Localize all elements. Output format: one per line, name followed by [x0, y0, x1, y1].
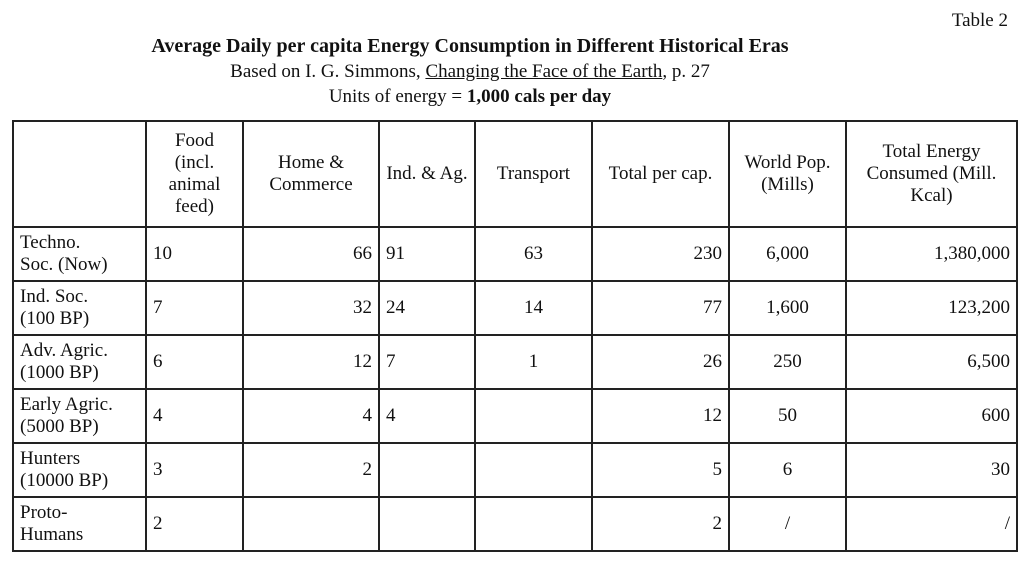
food-cell: 2: [146, 497, 243, 551]
era-line1: Proto-: [20, 502, 68, 523]
pop-cell: 250: [729, 335, 846, 389]
transport-cell: 63: [475, 227, 592, 281]
era-cell: [13, 227, 146, 281]
table-row: [13, 281, 1017, 335]
total-cell: 230: [592, 227, 729, 281]
column-header-home: Home & Commerce: [243, 121, 379, 227]
total-cell: 5: [592, 443, 729, 497]
era-line2: (10000 BP): [20, 470, 109, 491]
food-cell: 7: [146, 281, 243, 335]
column-header-total: Total per cap.: [592, 121, 729, 227]
transport-cell: [475, 443, 592, 497]
header-row: [13, 121, 1017, 227]
era-cell: [13, 281, 146, 335]
units-value: 1,000 cals per day: [466, 86, 612, 107]
era-line1: Early Agric.: [20, 394, 113, 415]
table-source: [0, 59, 940, 84]
table-row: [13, 335, 1017, 389]
energy-cell: 1,380,000: [846, 227, 1017, 281]
era-line2: (100 BP): [20, 308, 90, 329]
ind-cell: 7: [379, 335, 475, 389]
table-header: [0, 34, 940, 109]
food-cell: 6: [146, 335, 243, 389]
era-cell: [13, 389, 146, 443]
food-cell: 10: [146, 227, 243, 281]
source-book-title: Changing the Face of the Earth: [425, 61, 663, 82]
era-line2: (5000 BP): [20, 416, 99, 437]
energy-cell: /: [846, 497, 1017, 551]
pop-cell: 50: [729, 389, 846, 443]
column-header-ind: Ind. & Ag.: [379, 121, 475, 227]
pop-cell: 1,600: [729, 281, 846, 335]
total-cell: 2: [592, 497, 729, 551]
ind-cell: [379, 443, 475, 497]
transport-cell: [475, 389, 592, 443]
home-cell: 2: [243, 443, 379, 497]
units-prefix: Units of energy =: [328, 86, 467, 107]
ind-cell: [379, 497, 475, 551]
table-row: [13, 227, 1017, 281]
era-line2: (1000 BP): [20, 362, 99, 383]
energy-table: [12, 120, 1018, 552]
food-cell: 3: [146, 443, 243, 497]
home-cell: 12: [243, 335, 379, 389]
pop-cell: 6: [729, 443, 846, 497]
table-title: Average Daily per capita Energy Consumption in Different Historical Eras: [151, 35, 789, 57]
era-line2: Soc. (Now): [20, 254, 108, 275]
energy-cell: 30: [846, 443, 1017, 497]
transport-cell: [475, 497, 592, 551]
column-header-era: [13, 121, 146, 227]
era-cell: [13, 335, 146, 389]
food-cell: 4: [146, 389, 243, 443]
total-cell: 26: [592, 335, 729, 389]
home-cell: 32: [243, 281, 379, 335]
source-suffix: , p. 27: [662, 61, 710, 82]
column-header-pop: World Pop. (Mills): [729, 121, 846, 227]
era-line1: Techno.: [20, 232, 81, 253]
ind-cell: 24: [379, 281, 475, 335]
column-header-food: Food (incl. animal feed): [146, 121, 243, 227]
table-row: [13, 497, 1017, 551]
home-cell: [243, 497, 379, 551]
energy-cell: 600: [846, 389, 1017, 443]
energy-cell: 123,200: [846, 281, 1017, 335]
era-line1: Hunters: [20, 448, 81, 469]
era-line2: Humans: [20, 524, 84, 545]
transport-cell: 14: [475, 281, 592, 335]
column-header-energy: Total Energy Consumed (Mill. Kcal): [846, 121, 1017, 227]
home-cell: 66: [243, 227, 379, 281]
ind-cell: 4: [379, 389, 475, 443]
pop-cell: /: [729, 497, 846, 551]
era-cell: [13, 443, 146, 497]
total-cell: 77: [592, 281, 729, 335]
table-row: [13, 389, 1017, 443]
era-line1: Ind. Soc.: [20, 286, 89, 307]
era-line1: Adv. Agric.: [20, 340, 108, 361]
table-row: [13, 443, 1017, 497]
ind-cell: 91: [379, 227, 475, 281]
energy-cell: 6,500: [846, 335, 1017, 389]
table-number: Table 2: [951, 10, 1008, 31]
units-line: [0, 84, 940, 109]
transport-cell: 1: [475, 335, 592, 389]
era-cell: [13, 497, 146, 551]
column-header-transport: Transport: [475, 121, 592, 227]
home-cell: 4: [243, 389, 379, 443]
source-prefix: Based on I. G. Simmons,: [230, 61, 426, 82]
pop-cell: 6,000: [729, 227, 846, 281]
total-cell: 12: [592, 389, 729, 443]
